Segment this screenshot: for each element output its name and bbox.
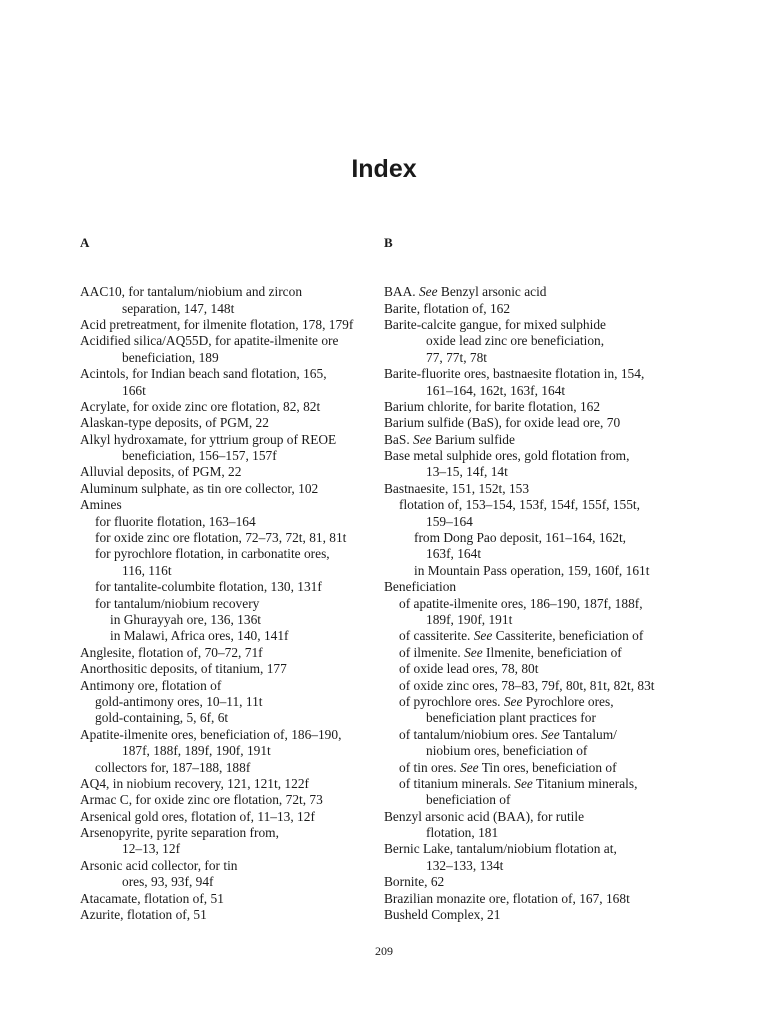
index-column-a (80, 235, 380, 923)
index-entry-line: of tin ores. See Tin ores, beneficiation of (399, 759, 617, 775)
index-entry-line: gold-antimony ores, 10–11, 11t (95, 693, 263, 709)
index-entry-line: Acrylate, for oxide zinc ore flotation, 82, 82t (80, 398, 321, 414)
index-entry-line: of apatite-ilmenite ores, 186–190, 187f, 188f, (399, 595, 643, 611)
index-entry-line: of ilmenite. See Ilmenite, beneficiation of (399, 644, 622, 660)
index-entry-line: Anglesite, flotation of, 70–72, 71f (80, 644, 263, 660)
index-entry-line: Antimony ore, flotation of (80, 677, 222, 693)
index-entry-line: Alaskan-type deposits, of PGM, 22 (80, 415, 269, 431)
index-entry-line: Arsonic acid collector, for tin (80, 857, 238, 873)
index-entry-line: Armac C, for oxide zinc ore flotation, 72t, 73 (80, 792, 323, 808)
index-entry-line: beneficiation, 189 (122, 349, 219, 365)
index-entry-line: of pyrochlore ores. See Pyrochlore ores, (399, 693, 614, 709)
index-entry-line: for pyrochlore flotation, in carbonatite ores, (95, 546, 330, 562)
index-entry-line: oxide lead zinc ore beneficiation, (426, 333, 605, 349)
index-entry-line: 13–15, 14f, 14t (426, 464, 508, 480)
page-title: Index (351, 155, 417, 183)
index-entry-line: beneficiation, 156–157, 157f (122, 448, 277, 464)
index-entry-line: collectors for, 187–188, 188f (95, 759, 251, 775)
index-entry-line: 187f, 188f, 189f, 190f, 191t (122, 743, 271, 759)
index-entry-line: Bernic Lake, tantalum/niobium flotation at, (384, 841, 617, 857)
index-entry-line: 161–164, 162t, 163f, 164t (426, 382, 566, 398)
index-entry-line: flotation of, 153–154, 153f, 154f, 155f, 155t, (399, 497, 641, 513)
index-entry-line: Acid pretreatment, for ilmenite flotation, 178, 179f (80, 316, 354, 332)
index-entry-line: in Ghurayyah ore, 136, 136t (110, 611, 261, 627)
index-entry-line: AAC10, for tantalum/niobium and zircon (80, 284, 303, 300)
index-entry-line: of oxide zinc ores, 78–83, 79f, 80t, 81t, 82t, 83t (399, 677, 655, 693)
index-entries-b (384, 284, 689, 923)
index-entry-line: 12–13, 12f (122, 841, 181, 857)
index-entry-line: separation, 147, 148t (122, 300, 235, 316)
index-entry-line: Benzyl arsonic acid (BAA), for rutile (384, 808, 585, 824)
index-entry-line: of titanium minerals. See Titanium minerals, (399, 775, 638, 791)
index-entry-line: Anorthositic deposits, of titanium, 177 (80, 661, 287, 677)
index-entry-line: beneficiation of (426, 792, 511, 808)
index-entry-line: Bornite, 62 (384, 874, 445, 890)
index-entry-line: from Dong Pao deposit, 161–164, 162t, (414, 530, 627, 546)
index-entry-line: Brazilian monazite ore, flotation of, 167, 168t (384, 890, 630, 906)
index-entry-line: 166t (122, 382, 146, 398)
index-entry-line: flotation, 181 (426, 825, 499, 841)
section-letter-b: B (384, 235, 393, 250)
index-entry-line: 132–133, 134t (426, 857, 504, 873)
index-entry-line: Barium chlorite, for barite flotation, 162 (384, 398, 601, 414)
index-entry-line: niobium ores, beneficiation of (426, 743, 588, 759)
index-entry-line: for tantalite-columbite flotation, 130, 131f (95, 579, 322, 595)
index-entry-line: beneficiation plant practices for (426, 710, 596, 726)
index-entry-line: Base metal sulphide ores, gold flotation from, (384, 448, 630, 464)
index-entry-line: for oxide zinc ore flotation, 72–73, 72t, 81, 81t (95, 530, 347, 546)
index-entry-line: Barite, flotation of, 162 (384, 300, 511, 316)
index-entries-a (80, 284, 380, 923)
index-entry-line: Barite-calcite gangue, for mixed sulphide (384, 316, 606, 332)
index-entry-line: for fluorite flotation, 163–164 (95, 513, 256, 529)
index-entry-line: in Malawi, Africa ores, 140, 141f (110, 628, 289, 644)
index-column-b (384, 235, 689, 923)
index-entry-line: BaS. See Barium sulfide (384, 431, 515, 447)
index-entry-line: Busheld Complex, 21 (384, 907, 501, 923)
section-letter-a: A (80, 235, 90, 250)
index-entry-line: Barite-fluorite ores, bastnaesite flotation in, 154, (384, 366, 645, 382)
index-entry-line: Arsenical gold ores, flotation of, 11–13, 12f (80, 808, 315, 824)
index-entry-line: Alkyl hydroxamate, for yttrium group of REOE (80, 431, 337, 447)
index-entry-line: gold-containing, 5, 6f, 6t (95, 710, 229, 726)
index-entry-line: 189f, 190f, 191t (426, 611, 513, 627)
index-entry-line: 163f, 164t (426, 546, 482, 562)
index-entry-line: AQ4, in niobium recovery, 121, 121t, 122f (80, 775, 309, 791)
index-entry-line: Acintols, for Indian beach sand flotation, 165, (80, 366, 327, 382)
index-entry-line: Apatite-ilmenite ores, beneficiation of, 186–190, (80, 726, 342, 742)
page-number: 209 (375, 944, 393, 958)
index-entry-line: Arsenopyrite, pyrite separation from, (80, 825, 279, 841)
index-entry-line: Alluvial deposits, of PGM, 22 (80, 464, 242, 480)
index-entry-line: for tantalum/niobium recovery (95, 595, 260, 611)
index-entry-line: Acidified silica/AQ55D, for apatite-ilmenite ore (80, 333, 339, 349)
index-entry-line: Atacamate, flotation of, 51 (80, 890, 224, 906)
index-entry-line: Bastnaesite, 151, 152t, 153 (384, 480, 530, 496)
index-entry-line: Aluminum sulphate, as tin ore collector, 102 (80, 480, 319, 496)
index-entry-line: 159–164 (426, 513, 473, 529)
index-entry-line: of cassiterite. See Cassiterite, beneficiation of (399, 628, 644, 644)
index-entry-line: in Mountain Pass operation, 159, 160f, 161t (414, 562, 650, 578)
index-entry-line: Amines (80, 497, 122, 513)
index-entry-line: Beneficiation (384, 579, 457, 595)
index-entry-line: ores, 93, 93f, 94f (122, 874, 214, 890)
index-entry-line: Barium sulfide (BaS), for oxide lead ore, 70 (384, 415, 621, 431)
index-entry-line: 77, 77t, 78t (426, 349, 488, 365)
index-entry-line: 116, 116t (122, 562, 172, 578)
index-entry-line: of tantalum/niobium ores. See Tantalum/ (399, 726, 617, 742)
index-entry-line: of oxide lead ores, 78, 80t (399, 661, 539, 677)
index-entry-line: BAA. See Benzyl arsonic acid (384, 284, 547, 300)
index-entry-line: Azurite, flotation of, 51 (80, 907, 207, 923)
